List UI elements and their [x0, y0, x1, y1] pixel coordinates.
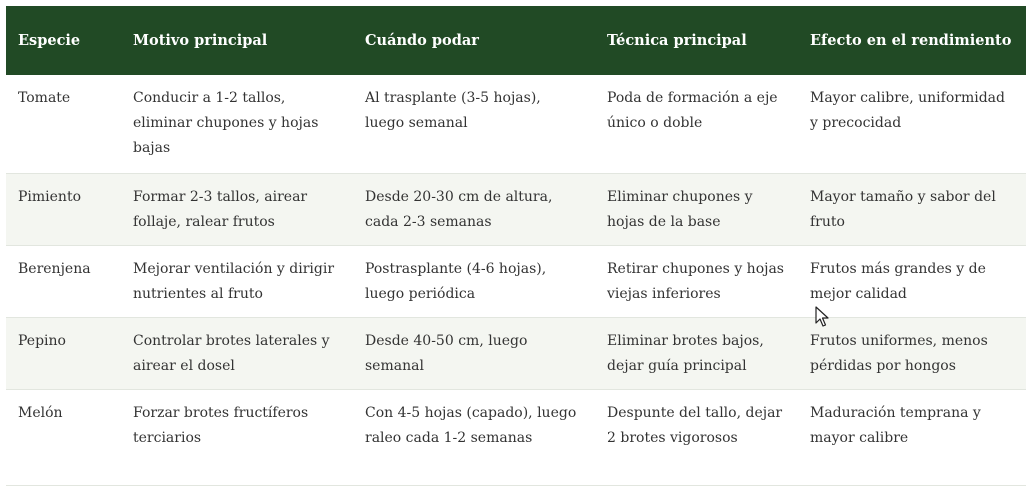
cell-especie: Tomate: [6, 75, 121, 173]
cell-cuando: Postrasplante (4-6 hojas), luego periódica: [353, 245, 595, 317]
cell-cuando: Desde 40-50 cm, luego semanal: [353, 317, 595, 389]
header-motivo-principal: Motivo principal: [133, 31, 268, 49]
cell-motivo: Forzar brotes fructíferos terciarios: [121, 389, 353, 485]
cell-cuando: Desde 20-30 cm de altura, cada 2-3 semanas: [353, 173, 595, 245]
cell-efecto: Mayor tamaño y sabor del fruto: [798, 173, 1026, 245]
mouse-pointer-icon: [815, 306, 829, 328]
cell-efecto: Frutos uniformes, menos pérdidas por hongos: [798, 317, 1026, 389]
cell-motivo: Mejorar ventilación y dirigir nutrientes al fruto: [121, 245, 353, 317]
cell-tecnica: Eliminar brotes bajos, dejar guía principal: [595, 317, 798, 389]
table-row: [6, 317, 1026, 389]
table-row: [6, 245, 1026, 317]
cell-motivo: Conducir a 1-2 tallos, eliminar chupones y hojas bajas: [121, 75, 353, 173]
cell-especie: Pimiento: [6, 173, 121, 245]
cell-efecto: Frutos más grandes y de mejor calidad: [798, 245, 1026, 317]
cell-motivo: Controlar brotes laterales y airear el dosel: [121, 317, 353, 389]
table-row: [6, 389, 1026, 485]
cell-tecnica: Retirar chupones y hojas viejas inferiores: [595, 245, 798, 317]
header-efecto-rendimiento: Efecto en el rendimiento: [810, 31, 1012, 49]
cell-tecnica: Eliminar chupones y hojas de la base: [595, 173, 798, 245]
cell-cuando: Con 4-5 hojas (capado), luego raleo cada 1-2 semanas: [353, 389, 595, 485]
header-tecnica-principal: Técnica principal: [607, 31, 747, 49]
table-row: [6, 75, 1026, 173]
pruning-table: [6, 6, 1026, 486]
header-cuando-podar: Cuándo podar: [365, 31, 479, 49]
cell-especie: Berenjena: [6, 245, 121, 317]
cell-efecto: Mayor calibre, uniformidad y precocidad: [798, 75, 1026, 173]
cell-cuando: Al trasplante (3-5 hojas), luego semanal: [353, 75, 595, 173]
cell-tecnica: Poda de formación a eje único o doble: [595, 75, 798, 173]
cell-tecnica: Despunte del tallo, dejar 2 brotes vigorosos: [595, 389, 798, 485]
table-row: [6, 173, 1026, 245]
cell-motivo: Formar 2-3 tallos, airear follaje, ralear frutos: [121, 173, 353, 245]
cell-efecto: Maduración temprana y mayor calibre: [798, 389, 1026, 485]
cell-especie: Pepino: [6, 317, 121, 389]
cell-especie: Melón: [6, 389, 121, 485]
table-header-row: [6, 6, 1026, 75]
header-especie: Especie: [18, 31, 81, 49]
